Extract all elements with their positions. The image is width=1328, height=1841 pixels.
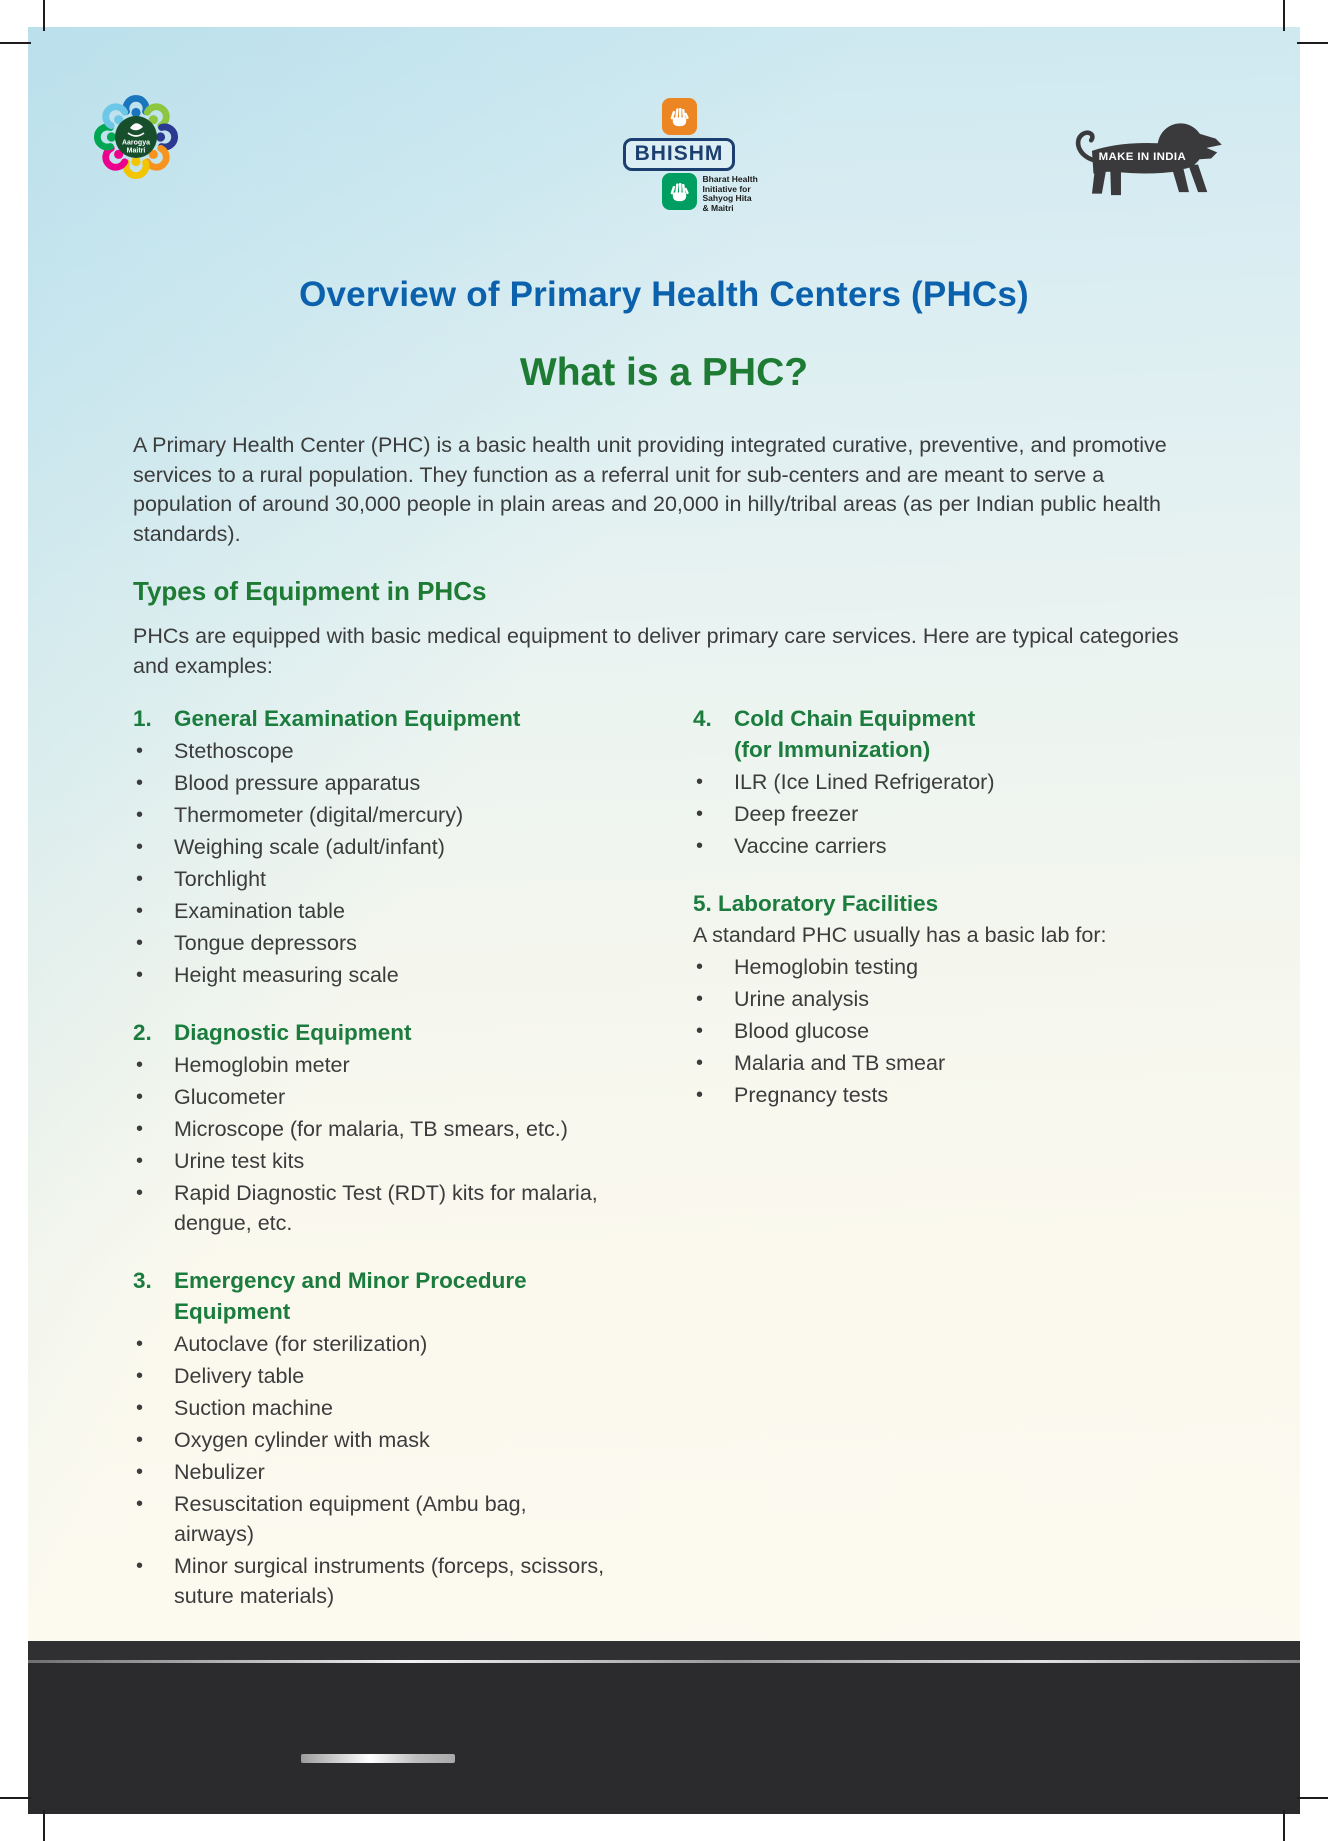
hand-icon — [668, 180, 691, 203]
group-number: 4. — [693, 706, 712, 731]
equipment-group-diagnostic — [133, 1017, 611, 1238]
aarogya-logo-text-line1: Aarogya — [121, 139, 151, 147]
equipment-item: • Rapid Diagnostic Test (RDT) kits for malaria, dengue, etc. — [133, 1178, 611, 1238]
group-title: Diagnostic Equipment — [174, 1020, 412, 1045]
equipment-item: • Malaria and TB smear — [693, 1048, 1148, 1078]
bhishm-tagline-line: & Maitri — [702, 202, 734, 213]
equipment-item: • Oxygen cylinder with mask — [133, 1425, 611, 1455]
bhishm-tagline — [703, 175, 781, 213]
crop-mark-bottom-left-vertical — [43, 1810, 45, 1841]
equipment-column-left — [133, 703, 611, 1638]
equipment-group-laboratory — [693, 888, 1148, 1110]
crop-mark-top-left-horizontal — [0, 42, 31, 44]
footer-top-band — [28, 1641, 1300, 1660]
equipment-item: • Urine analysis — [693, 984, 1148, 1014]
group-title: 5. Laboratory Facilities — [693, 891, 939, 916]
crop-mark-bottom-right-vertical — [1283, 1810, 1285, 1841]
page-title: Overview of Primary Health Centers (PHCs) — [299, 275, 1029, 314]
crop-mark-bottom-right-horizontal — [1297, 1797, 1328, 1799]
equipment-item: • Height measuring scale — [133, 960, 611, 990]
equipment-item: • Nebulizer — [133, 1457, 611, 1487]
group-title: Emergency and Minor Procedure Equipment — [174, 1268, 527, 1324]
equipment-item: • Examination table — [133, 896, 611, 926]
equipment-item: • Weighing scale (adult/infant) — [133, 832, 611, 862]
equipment-item: • Pregnancy tests — [693, 1080, 1148, 1110]
equipment-item: • Autoclave (for sterilization) — [133, 1329, 611, 1359]
bhishm-tagline-line: Sahyog Hita — [702, 193, 752, 203]
equipment-item: • Hemoglobin testing — [693, 952, 1148, 982]
page-footer — [28, 1641, 1300, 1814]
aarogya-logo-text-line2: Maitri — [126, 147, 146, 155]
make-in-india-logo — [1066, 111, 1234, 203]
crop-mark-bottom-left-horizontal — [0, 1797, 31, 1799]
make-in-india-lion-icon — [1066, 111, 1234, 203]
equipment-item: • Hemoglobin meter — [133, 1050, 611, 1080]
bhishm-orange-square — [662, 98, 697, 135]
equipment-item: • Urine test kits — [133, 1146, 611, 1176]
crop-mark-top-left-vertical — [43, 0, 45, 31]
equipment-item: • Thermometer (digital/mercury) — [133, 800, 611, 830]
equipment-item: • Suction machine — [133, 1393, 611, 1423]
crop-mark-top-right-vertical — [1283, 0, 1285, 31]
equipment-item: • Glucometer — [133, 1082, 611, 1112]
bhishm-tagline-line: Bharat Health — [702, 174, 758, 184]
equipment-column-right — [693, 703, 1148, 1137]
bhishm-logo — [612, 98, 758, 213]
equipment-item: • Torchlight — [133, 864, 611, 894]
equipment-item: • ILR (Ice Lined Refrigerator) — [693, 767, 1148, 797]
equipment-item: • Minor surgical instruments (forceps, scissors, suture materials) — [133, 1551, 611, 1611]
intro-paragraph: A Primary Health Center (PHC) is a basic health unit providing integrated curative, preventive, and promotive services to a rural population. They function as a referral unit for sub-centers and are meant to serve a population of around 30,000 people in plain areas and 20,000 in hilly/tribal areas (as per Indian public health standards). — [133, 433, 1167, 546]
laboratory-intro: A standard PHC usually has a basic lab for: — [693, 923, 1107, 947]
equipment-group-cold-chain — [693, 703, 1148, 861]
footer-metal-bar — [301, 1754, 455, 1763]
equipment-item: • Deep freezer — [693, 799, 1148, 829]
equipment-item: • Microscope (for malaria, TB smears, etc.) — [133, 1114, 611, 1144]
section-title-what-is-phc: What is a PHC? — [519, 351, 809, 394]
bhishm-wordmark: BHISHM — [623, 138, 736, 171]
equipment-section-heading: Types of Equipment in PHCs — [133, 576, 487, 606]
equipment-group-emergency-procedure — [133, 1265, 611, 1611]
document-page — [28, 27, 1300, 1814]
equipment-item: • Vaccine carriers — [693, 831, 1148, 861]
bhishm-green-square — [662, 173, 697, 210]
equipment-item: • Blood glucose — [693, 1016, 1148, 1046]
group-number: 3. — [133, 1268, 152, 1293]
make-in-india-label: MAKE IN INDIA — [1098, 151, 1187, 164]
group-title: General Examination Equipment — [174, 706, 521, 731]
hand-icon — [668, 105, 691, 128]
equipment-item: • Delivery table — [133, 1361, 611, 1391]
equipment-item: • Stethoscope — [133, 736, 611, 766]
crop-mark-top-right-horizontal — [1297, 42, 1328, 44]
equipment-group-general-examination — [133, 703, 611, 990]
equipment-section-intro: PHCs are equipped with basic medical equipment to deliver primary care services. Here are typical categories and examples: — [133, 624, 1179, 678]
aarogya-maitri-logo-icon — [86, 81, 186, 193]
equipment-item: • Blood pressure apparatus — [133, 768, 611, 798]
group-number: 1. — [133, 706, 152, 731]
equipment-item: • Tongue depressors — [133, 928, 611, 958]
footer-dark-panel — [28, 1663, 1300, 1814]
equipment-item: • Resuscitation equipment (Ambu bag, airways) — [133, 1489, 611, 1549]
group-title: Cold Chain Equipment (for Immunization) — [734, 706, 976, 762]
group-number: 2. — [133, 1020, 152, 1045]
aarogya-maitri-logo — [86, 81, 186, 193]
bhishm-tagline-line: Initiative for — [702, 183, 751, 194]
